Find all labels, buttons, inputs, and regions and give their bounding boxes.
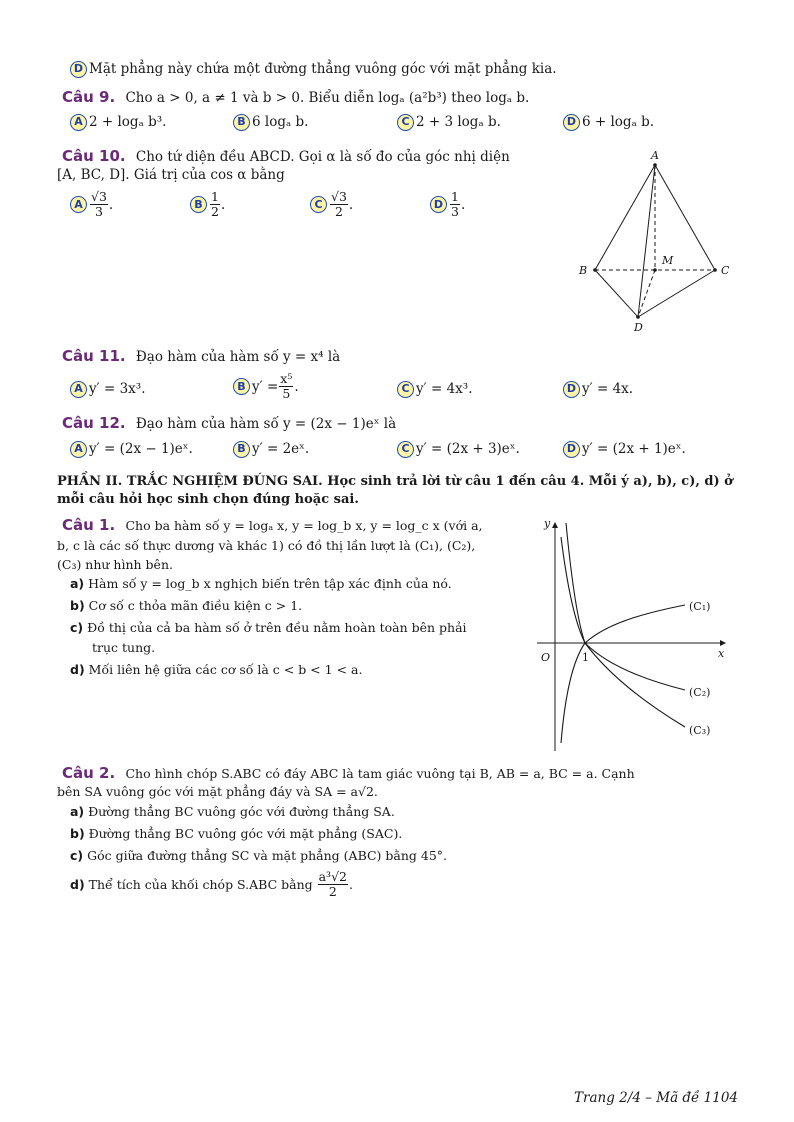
part2-question-2 bbox=[62, 764, 635, 783]
option-text: y′ = (2x + 1)eˣ. bbox=[582, 441, 686, 457]
statement-c[interactable] bbox=[70, 619, 467, 637]
statement-tag: c) bbox=[70, 620, 84, 635]
statement-text: Mối liên hệ giữa các cơ số là c < b < 1 < a. bbox=[88, 662, 363, 677]
q10-option-c[interactable]: C $\frac{√3}{2}$ . bbox=[310, 190, 353, 219]
q9-option-d[interactable] bbox=[563, 113, 654, 131]
vertex-label-a: A bbox=[651, 149, 659, 162]
fraction: $\frac{1}{3}$ bbox=[451, 189, 459, 219]
question-text: Cho tứ diện đều ABCD. Gọi α là số đo của góc nhị diện bbox=[135, 149, 510, 165]
statement-tag: b) bbox=[70, 598, 85, 613]
curve-c3 bbox=[566, 523, 685, 727]
part-2-heading-line2: mỗi câu hỏi học sinh chọn đúng hoặc sai. bbox=[57, 492, 359, 507]
statement-text: Đồ thị của cả ba hàm số ở trên đều nằm hoàn toàn bên phải bbox=[87, 620, 467, 635]
statement-text: Thể tích của khối chóp S.ABC bằng bbox=[88, 876, 313, 892]
q8-option-d[interactable] bbox=[70, 60, 557, 78]
option-text: y′ = (2x + 3)eˣ. bbox=[416, 441, 520, 457]
statement-d[interactable]: d) Thể tích của khối chóp S.ABC bằng $\frac{\text{a³√2}}{2}$ . bbox=[70, 869, 353, 899]
q12-option-d[interactable] bbox=[563, 440, 686, 458]
option-badge: B bbox=[233, 378, 250, 395]
statement-text: Cơ số c thỏa mãn điều kiện c > 1. bbox=[88, 598, 303, 613]
question-10 bbox=[62, 147, 510, 166]
option-text: y′ = 2eˣ. bbox=[252, 441, 310, 457]
statement-text: Đường thẳng BC vuông góc với đường thẳng SA. bbox=[88, 804, 395, 819]
option-badge: C bbox=[397, 381, 414, 398]
option-badge: B bbox=[190, 196, 207, 213]
q9-option-c[interactable] bbox=[397, 113, 501, 131]
option-badge: C bbox=[310, 196, 327, 213]
question-text-line2: bên SA vuông góc với mặt phẳng đáy và SA = a√2. bbox=[57, 784, 378, 799]
statement-tag: a) bbox=[70, 576, 85, 591]
curve-label-c3: (C₃) bbox=[689, 724, 711, 737]
option-text: 2 + 3 logₐ b. bbox=[416, 114, 501, 130]
question-9 bbox=[62, 88, 529, 107]
statement-text: Hàm số y = log_b x nghịch biến trên tập xác định của nó. bbox=[88, 576, 452, 591]
q10-option-a[interactable]: A $\frac{√3}{3}$ . bbox=[70, 190, 113, 219]
question-label: Câu 12. bbox=[62, 414, 126, 432]
question-text: Đạo hàm của hàm số y = x⁴ là bbox=[135, 349, 341, 365]
question-label: Câu 9. bbox=[62, 88, 116, 106]
option-badge: A bbox=[70, 196, 87, 213]
fraction: $\frac{\text{a³√2}}{2}$ bbox=[318, 869, 347, 899]
statement-tag: b) bbox=[70, 826, 85, 841]
option-text: y′ = 4x³. bbox=[416, 381, 473, 397]
vertex-label-c: C bbox=[721, 264, 730, 277]
tick-label-one: 1 bbox=[582, 651, 589, 664]
log-graphs-figure bbox=[535, 515, 735, 755]
part2-question-1 bbox=[62, 516, 483, 535]
statement-tag: d) bbox=[70, 876, 85, 892]
statement-tag: d) bbox=[70, 662, 85, 677]
point-label-m: M bbox=[662, 254, 674, 267]
question-text-line2: b, c là các số thực dương và khác 1) có đồ thị lần lượt là (C₁), (C₂), bbox=[57, 538, 476, 553]
q9-option-b[interactable] bbox=[233, 113, 308, 131]
q12-option-b[interactable] bbox=[233, 440, 309, 458]
statement-text: trục tung. bbox=[92, 640, 156, 655]
question-text: Đạo hàm của hàm số y = (2x − 1)eˣ là bbox=[135, 416, 397, 432]
option-badge: A bbox=[70, 381, 87, 398]
statement-a[interactable] bbox=[70, 575, 452, 593]
statement-c[interactable] bbox=[70, 847, 447, 865]
option-badge: D bbox=[563, 381, 580, 398]
curve-label-c2: (C₂) bbox=[689, 686, 711, 699]
option-text: Mặt phẳng này chứa một đường thẳng vuông góc với mặt phẳng kia. bbox=[89, 61, 557, 77]
option-badge: C bbox=[397, 441, 414, 458]
statement-tag: a) bbox=[70, 804, 85, 819]
curve-label-c1: (C₁) bbox=[689, 600, 711, 613]
option-badge: A bbox=[70, 114, 87, 131]
statement-c-cont bbox=[92, 639, 155, 657]
question-text: Cho hình chóp S.ABC có đáy ABC là tam giác vuông tại B, AB = a, BC = a. Cạnh bbox=[125, 766, 635, 781]
part-2-heading-line1: PHẦN II. TRẮC NGHIỆM ĐÚNG SAI. Học sinh trả lời từ câu 1 đến câu 4. Mỗi ý a), b), c), d) ở bbox=[57, 474, 733, 489]
fraction: $\frac{\text{x⁵}}{5}$ bbox=[280, 371, 293, 401]
option-badge: C bbox=[397, 114, 414, 131]
question-11 bbox=[62, 347, 340, 366]
curve-c1 bbox=[561, 605, 685, 743]
question-text-line3: (C₃) như hình bên. bbox=[57, 557, 173, 572]
origin-label: O bbox=[541, 651, 551, 664]
statement-text: Đường thẳng BC vuông góc với mặt phẳng (SAC). bbox=[88, 826, 403, 841]
vertex-label-b: B bbox=[579, 264, 588, 277]
tetrahedron-figure bbox=[570, 145, 740, 340]
question-label: Câu 10. bbox=[62, 147, 126, 165]
q11-option-a[interactable] bbox=[70, 380, 146, 398]
option-prefix: y′ = bbox=[252, 378, 279, 395]
question-label: Câu 2. bbox=[62, 764, 116, 782]
option-badge: B bbox=[233, 114, 250, 131]
y-axis-label: y bbox=[544, 517, 551, 530]
q11-option-c[interactable] bbox=[397, 380, 473, 398]
question-text: Cho ba hàm số y = logₐ x, y = log_b x, y = log_c x (với a, bbox=[125, 518, 483, 533]
q9-option-a[interactable] bbox=[70, 113, 166, 131]
curve-c2 bbox=[561, 537, 685, 690]
q10-option-b[interactable]: B $\frac{1}{2}$ . bbox=[190, 190, 225, 219]
option-badge: B bbox=[233, 441, 250, 458]
q11-option-b[interactable]: B y′ = $\frac{\text{x⁵}}{5}$ . bbox=[233, 372, 299, 401]
fraction: $\frac{1}{2}$ bbox=[211, 189, 219, 219]
statement-b[interactable] bbox=[70, 825, 402, 843]
question-text: Cho a > 0, a ≠ 1 và b > 0. Biểu diễn logₐ (a²b³) theo logₐ b. bbox=[125, 90, 530, 106]
option-text: 2 + logₐ b³. bbox=[89, 114, 167, 130]
q10-option-d[interactable]: D $\frac{1}{3}$ . bbox=[430, 190, 465, 219]
option-badge: A bbox=[70, 441, 87, 458]
question-label: Câu 11. bbox=[62, 347, 126, 365]
option-text: y′ = 3x³. bbox=[89, 381, 146, 397]
option-text: y′ = (2x − 1)eˣ. bbox=[89, 441, 193, 457]
option-badge: D bbox=[563, 441, 580, 458]
page-footer: Trang 2/4 – Mã đề 1104 bbox=[574, 1090, 738, 1106]
fraction: $\frac{√3}{2}$ bbox=[331, 189, 347, 219]
statement-d[interactable] bbox=[70, 661, 362, 679]
q11-option-d[interactable] bbox=[563, 380, 633, 398]
option-text: 6 + logₐ b. bbox=[582, 114, 655, 130]
option-text: 6 logₐ b. bbox=[252, 114, 309, 130]
statement-text: Góc giữa đường thẳng SC và mặt phẳng (ABC) bằng 45°. bbox=[87, 848, 448, 863]
question-10-cont bbox=[57, 166, 285, 184]
fraction: $\frac{√3}{3}$ bbox=[91, 189, 107, 219]
option-badge: D bbox=[430, 196, 447, 213]
question-12 bbox=[62, 414, 396, 433]
statement-tag: c) bbox=[70, 848, 84, 863]
question-label: Câu 1. bbox=[62, 516, 116, 534]
q12-option-c[interactable] bbox=[397, 440, 520, 458]
option-text: y′ = 4x. bbox=[582, 381, 634, 397]
statement-b[interactable] bbox=[70, 597, 302, 615]
q12-option-a[interactable] bbox=[70, 440, 193, 458]
question-text: [A, BC, D]. Giá trị của cos α bằng bbox=[57, 167, 285, 183]
option-badge: D bbox=[70, 61, 87, 78]
x-axis-label: x bbox=[718, 647, 725, 660]
vertex-label-d: D bbox=[634, 321, 643, 334]
statement-a[interactable] bbox=[70, 803, 395, 821]
option-badge: D bbox=[563, 114, 580, 131]
